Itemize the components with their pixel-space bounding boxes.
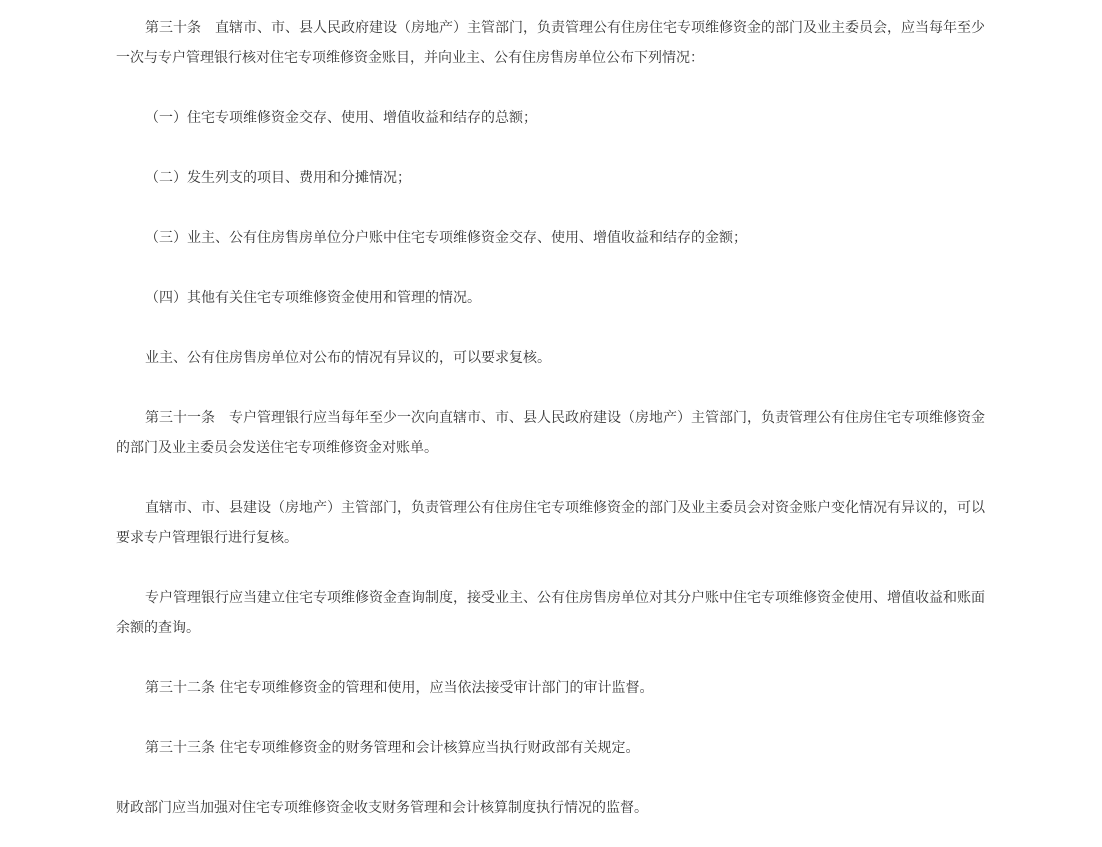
item-1-paragraph: （一）住宅专项维修资金交存、使用、增值收益和结存的总额； <box>145 110 537 126</box>
article-30-paragraph: 第三十条 直辖市、市、县人民政府建设（房地产）主管部门，负责管理公有住房住宅专项维修资金的部门及业主委员会，应当每年至少一次与专户管理银行核对住宅专项维修资金账目，并向业主、公有住房售房单位公布下列情况： <box>116 20 985 66</box>
account-objection-paragraph: 直辖市、市、县建设（房地产）主管部门，负责管理公有住房住宅专项维修资金的部门及业主委员会对资金账户变化情况有异议的，可以要求专户管理银行进行复核。 <box>116 500 985 546</box>
article-33-paragraph: 第三十三条 住宅专项维修资金的财务管理和会计核算应当执行财政部有关规定。 <box>145 740 640 756</box>
item-3-paragraph: （三）业主、公有住房售房单位分户账中住宅专项维修资金交存、使用、增值收益和结存的金额； <box>145 230 747 246</box>
article-31-paragraph: 第三十一条 专户管理银行应当每年至少一次向直辖市、市、县人民政府建设（房地产）主管部门，负责管理公有住房住宅专项维修资金的部门及业主委员会发送住宅专项维修资金对账单。 <box>116 410 985 456</box>
item-2-paragraph: （二）发生列支的项目、费用和分摊情况； <box>145 170 411 186</box>
article-32-paragraph: 第三十二条 住宅专项维修资金的管理和使用，应当依法接受审计部门的审计监督。 <box>145 680 654 696</box>
objection-review-paragraph: 业主、公有住房售房单位对公布的情况有异议的，可以要求复核。 <box>145 350 551 366</box>
inquiry-system-paragraph: 专户管理银行应当建立住宅专项维修资金查询制度，接受业主、公有住房售房单位对其分户账中住宅专项维修资金使用、增值收益和账面余额的查询。 <box>116 590 985 636</box>
finance-supervision-paragraph: 财政部门应当加强对住宅专项维修资金收支财务管理和会计核算制度执行情况的监督。 <box>116 800 648 816</box>
item-4-paragraph: （四）其他有关住宅专项维修资金使用和管理的情况。 <box>145 290 481 306</box>
